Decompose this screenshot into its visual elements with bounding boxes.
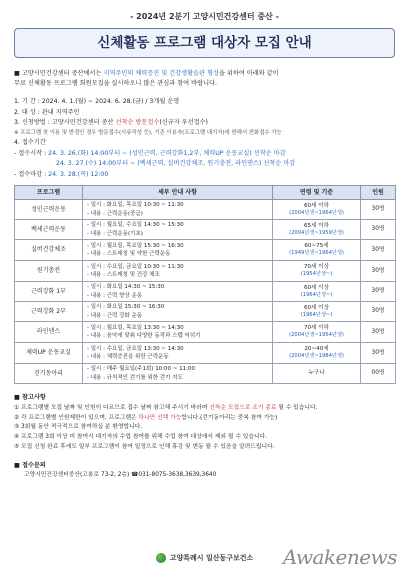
program-detail: [83, 282, 273, 302]
note-2: [14, 414, 395, 424]
note-1-suffix: 될 수 있습니다.: [276, 404, 318, 411]
age-range: (2004년생~1954년생): [289, 332, 344, 339]
program-capacity: 30명: [361, 302, 396, 322]
program-age: [273, 302, 361, 322]
note-1-highlight: 선착순 모집으로 조기 종료: [209, 404, 277, 411]
program-content: - 내용 : 스트레칭 및 건강 체조: [87, 272, 160, 279]
info-end-label: - 접수마감 :: [14, 170, 49, 178]
program-detail: [83, 200, 273, 220]
program-name: 근력강화 2부: [15, 302, 83, 322]
program-content: - 내용 : 음악에 맞춰 다양한 동작과 스텝 익히기: [87, 333, 201, 340]
info-start-date2: 24. 3. 27.(수) 14:00부터 ~ (벡세근력, 실버건강체조, 원기충전, 라인댄스) 선착순 마감: [56, 160, 296, 168]
program-content: - 내용 : 근력운동(중급): [87, 210, 143, 217]
program-schedule: - 일시 : 월요일, 목요일 13:30 ~ 14:30: [87, 324, 184, 331]
program-name: 라인댄스: [15, 322, 83, 343]
intro-text-1: 고양시민건강센터 중산에서는: [21, 70, 104, 77]
info-end: [14, 170, 395, 181]
program-schedule: - 일시 : 화요일, 목요일 10:30 ~ 11:30: [87, 202, 184, 209]
program-age: [273, 343, 361, 364]
notes-section: [14, 393, 395, 453]
age-limit: 20~40세: [304, 346, 329, 353]
program-age: [273, 240, 361, 261]
program-age: [273, 322, 361, 343]
age-limit: 60세 이상: [303, 284, 330, 291]
program-detail: [83, 302, 273, 322]
program-name: 걷기동아리: [15, 364, 83, 384]
age-range: (1964년생~): [300, 291, 333, 298]
table-row: [15, 282, 396, 302]
table-row: [15, 302, 396, 322]
note-1-text: ① 프로그램별 모집 날짜 및 인원이 다르므로 접수 날짜 참고해 주시기 바라며: [14, 404, 210, 411]
note-2-suffix: 합니다.(걷기동아리는 중복 참여 가능): [181, 414, 278, 421]
program-capacity: 30명: [361, 343, 396, 364]
intro-text-3: 무료 신체활동 프로그램 회원모집을 실시하오니 많은 관심과 참여 바랍니다.: [14, 79, 217, 87]
header-count: 인원: [361, 186, 396, 200]
table-row: [15, 220, 396, 240]
program-content: - 내용 : 규칙적인 걷기를 위한 걷기 지도: [87, 374, 183, 381]
info-method-highlight: 선착순 방문접수: [115, 119, 160, 127]
watermark: Awakenews: [282, 545, 397, 569]
header-age: 연령 및 기준: [273, 186, 361, 200]
program-schedule: - 일시 : 수요일, 금요일 13:30 ~ 14:30: [87, 345, 184, 352]
program-capacity: 30명: [361, 220, 396, 240]
program-name: 성인근력운동: [15, 200, 83, 220]
age-range: (2004년생~1984년생): [289, 353, 344, 360]
contact-section: [14, 461, 395, 481]
contact-line: 고양시민건강센터중산(고봉로 73-2, 2층) ☎031-8075-3638,3639,3640: [24, 472, 217, 479]
info-section: [14, 97, 395, 180]
program-detail: [83, 220, 273, 240]
program-name: 벡세근력운동: [15, 220, 83, 240]
info-start: [14, 149, 395, 160]
age-range: (2004년생~1959년생): [289, 229, 344, 236]
age-limit: 60세 이하: [303, 202, 330, 209]
age-range: (1964년생~): [300, 311, 333, 318]
table-row: [15, 261, 396, 282]
program-capacity: 30명: [361, 240, 396, 261]
contact-header: ■ 접수문의: [14, 461, 46, 469]
notes-header: ■ 참고사항: [14, 394, 46, 402]
program-name: 근력강화 1부: [15, 282, 83, 302]
program-table: [14, 185, 396, 384]
program-schedule: - 일시 : 수요일, 금요일 10:30 ~ 11:30: [87, 263, 184, 270]
info-method-label: 3. 신청방법 : 고양시민건강센터 중산: [14, 119, 116, 127]
age-limit: 누구나: [308, 370, 325, 377]
header-detail: 세부 안내 사항: [83, 186, 273, 200]
city-logo-icon: [156, 553, 166, 563]
intro-text-2: 을 위하여 아래와 같이: [218, 70, 279, 77]
info-period-header: 4. 접수기간: [14, 139, 46, 146]
age-limit: 60~75세: [304, 243, 329, 250]
age-limit: 60세 이상: [303, 304, 330, 311]
program-capacity: 30명: [361, 282, 396, 302]
info-start-date1: 24. 3. 26.(화) 14:00부터 ~ (성인근력, 근력강화1,2부, 체력UP 운동교실) 선착순 마감: [48, 149, 286, 157]
info-method-suffix: (신규자 우선접수): [159, 119, 208, 127]
program-capacity: 30명: [361, 200, 396, 220]
program-detail: [83, 240, 273, 261]
age-limit: 65세 이하: [303, 222, 330, 229]
header-program: 프로그램: [15, 186, 83, 200]
table-row: [15, 343, 396, 364]
program-schedule: - 일시 : 월요일, 목요일 15:30 ~ 16:30: [87, 242, 184, 249]
program-content: - 내용 : 체력증진을 위한 근력운동: [87, 354, 169, 361]
program-detail: [83, 322, 273, 343]
program-detail: [83, 364, 273, 384]
program-age: [273, 282, 361, 302]
info-start-label: - 접수시작 :: [14, 149, 49, 157]
program-capacity: 00명: [361, 364, 396, 384]
info-target: 2. 대 상 : 관내 지역주민: [14, 108, 80, 116]
age-range: (1949년생~1964년생): [289, 250, 344, 257]
table-row: [15, 240, 396, 261]
program-schedule: - 일시 : 매주 월요일(주1회) 10:00 ~ 11:00: [87, 366, 195, 373]
info-method-note: ※ 프로그램 첫 이용 및 변경인 경우 방문접수(사류작성 등), 기존 이용자(프로그램 대기자)에 한해서 전화접수 가능: [14, 129, 282, 136]
table-row: [15, 364, 396, 384]
info-period: 1. 기 간 : 2024. 4. 1.(월) ~ 2024. 6. 28.(금) / 3개월 운영: [14, 98, 180, 106]
program-capacity: 30명: [361, 322, 396, 343]
note-5: ⑤ 모집 신청 완료 후에도 일부 프로그램이 참여 일정으로 인해 휴강 및 변동 될 수 있음을 알려드립니다.: [14, 444, 275, 451]
note-1: [14, 404, 395, 414]
program-content: - 내용 : 스트레칭 및 약한 근력운동: [87, 251, 171, 258]
age-range: (2004년생~1964년생): [289, 209, 344, 216]
program-schedule: - 일시 : 화요일 14:30 ~ 15:30: [87, 284, 165, 291]
program-content: - 내용 : 근력운동(기초): [87, 230, 143, 237]
intro-highlight: 지역주민의 체력증진 및 건강생활습관 형성: [103, 70, 219, 77]
program-detail: [83, 261, 273, 282]
table-row: [15, 200, 396, 220]
program-detail: [83, 343, 273, 364]
program-content: - 내용 : 근력 향상 운동: [87, 292, 143, 299]
table-header-row: [15, 186, 396, 200]
note-4: ④ 프로그램 3회 이상 미 참여시 대기자의 수업 참여를 위해 수업 참여 대상에서 제외 될 수 있습니다.: [14, 434, 268, 441]
age-limit: 70세 이상: [303, 264, 330, 271]
program-age: [273, 364, 361, 384]
footer-org: 고양특례시 일산동구보건소: [169, 553, 254, 562]
page-title: 신체활동 프로그램 대상자 모집 안내: [14, 28, 395, 58]
program-name: 체력UP 운동교실: [15, 343, 83, 364]
program-name: 원기충전: [15, 261, 83, 282]
note-2-text: ② 각 프로그램별 인원제한이 있으며, 프로그램은: [14, 414, 139, 421]
info-end-date: 24. 3. 28.(목) 12:00: [48, 170, 109, 178]
note-2-highlight: 하나만 선택 가능: [138, 414, 182, 421]
age-limit: 70세 이하: [303, 325, 330, 332]
table-row: [15, 322, 396, 343]
age-range: (1954년생~): [300, 271, 333, 278]
note-3: ③ 3회월 동안 적극적으로 참여하실 분 환영합니다.: [14, 424, 143, 431]
program-name: 실버건강체조: [15, 240, 83, 261]
program-schedule: - 일시 : 화요일 15:30 ~ 16:30: [87, 304, 165, 311]
info-method: [14, 118, 395, 129]
subtitle: - 2024년 2분기 고양시민건강센터 중산 -: [130, 12, 279, 21]
intro-paragraph: ■ 고양시민건강센터 중산에서는 지역주민의 체력증진 및 건강생활습관 형성을 위하여 아래와 같이 무료 신체활동 프로그램 회원모집을 실시하오니 많은 관심과 참여 바랍니다.: [14, 69, 395, 88]
program-age: [273, 220, 361, 240]
program-capacity: 30명: [361, 261, 396, 282]
program-schedule: - 일시 : 월요일, 수요일 14:30 ~ 15:30: [87, 222, 184, 229]
program-content: - 내용 : 근력 강화 운동: [87, 312, 143, 319]
program-age: [273, 200, 361, 220]
program-age: [273, 261, 361, 282]
